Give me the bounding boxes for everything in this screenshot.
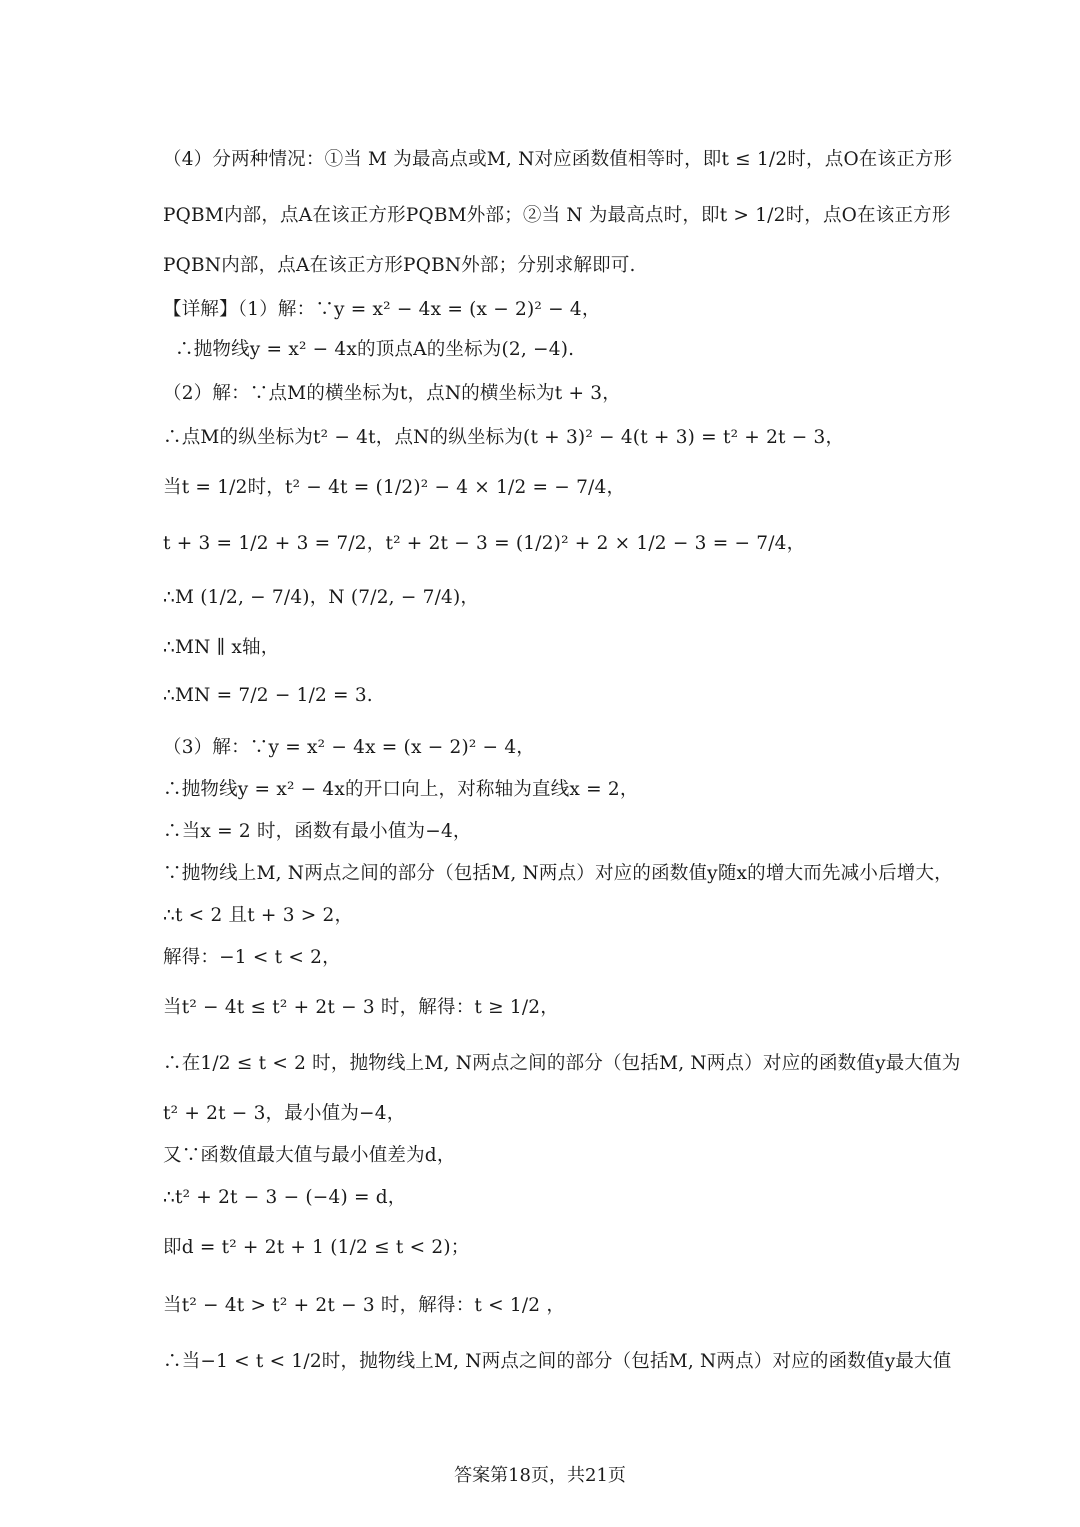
text-line: ∴t < 2 且t + 3 > 2，: [163, 905, 354, 926]
text-line: 当t² − 4t ≤ t² + 2t − 3 时，解得：t ≥ 1/2，: [163, 997, 559, 1018]
text-line: ∴抛物线y = x² − 4x的开口向上，对称轴为直线x = 2，: [163, 779, 639, 800]
text-line: ∴MN ∥ x轴，: [163, 637, 280, 658]
text-line: 当t² − 4t > t² + 2t − 3 时，解得：t < 1/2 ，: [163, 1295, 566, 1316]
text-line: （3）解：∵y = x² − 4x = (x − 2)² − 4，: [163, 737, 536, 758]
text-line: PQBN内部，点A在该正方形PQBN外部；分别求解即可.: [163, 255, 636, 276]
text-line: ∴MN = 7/2 − 1/2 = 3.: [163, 685, 373, 706]
text-line: ∴点M的纵坐标为t² − 4t，点N的纵坐标为(t + 3)² − 4(t + 3) = t² + 2t − 3，: [163, 427, 845, 448]
text-line: ∴在1/2 ≤ t < 2 时，抛物线上M, N两点之间的部分（包括M, N两点）对应的函数值y最大值为: [163, 1053, 961, 1074]
page-footer: 答案第18页，共21页: [454, 1465, 626, 1486]
text-line: 又∵函数值最大值与最小值差为d，: [163, 1145, 456, 1166]
text-line: PQBM内部，点A在该正方形PQBM外部；②当 N 为最高点时，即t > 1/2时，点O在该正方形: [163, 205, 951, 226]
text-line: ∴M (1/2, − 7/4)，N (7/2, − 7/4)，: [163, 587, 480, 608]
text-line: ∴抛物线y = x² − 4x的顶点A的坐标为(2, −4).: [175, 339, 575, 360]
text-line: ∴当−1 < t < 1/2时，抛物线上M, N两点之间的部分（包括M, N两点）对应的函数值y最大值: [163, 1351, 952, 1372]
text-line: ∴t² + 2t − 3 − (−4) = d，: [163, 1187, 407, 1208]
text-line: t + 3 = 1/2 + 3 = 7/2，t² + 2t − 3 = (1/2)² + 2 × 1/2 − 3 = − 7/4，: [163, 533, 806, 554]
text-line: （2）解：∵点M的横坐标为t，点N的横坐标为t + 3，: [163, 383, 621, 404]
text-line: （4）分两种情况：①当 M 为最高点或M, N对应函数值相等时，即t ≤ 1/2时，点O在该正方形: [163, 149, 953, 170]
text-line: 即d = t² + 2t + 1 (1/2 ≤ t < 2)；: [163, 1237, 470, 1258]
text-line: t² + 2t − 3，最小值为−4，: [163, 1103, 406, 1124]
text-line: 当t = 1/2时，t² − 4t = (1/2)² − 4 × 1/2 = − 7/4，: [163, 477, 626, 498]
text-line: 【详解】（1）解：∵y = x² − 4x = (x − 2)² − 4，: [163, 299, 601, 320]
text-line: ∴当x = 2 时，函数有最小值为−4，: [163, 821, 472, 842]
text-line: ∵抛物线上M, N两点之间的部分（包括M, N两点）对应的函数值y随x的增大而先减小后增大，: [163, 863, 953, 884]
text-line: 解得：−1 < t < 2，: [163, 947, 341, 968]
